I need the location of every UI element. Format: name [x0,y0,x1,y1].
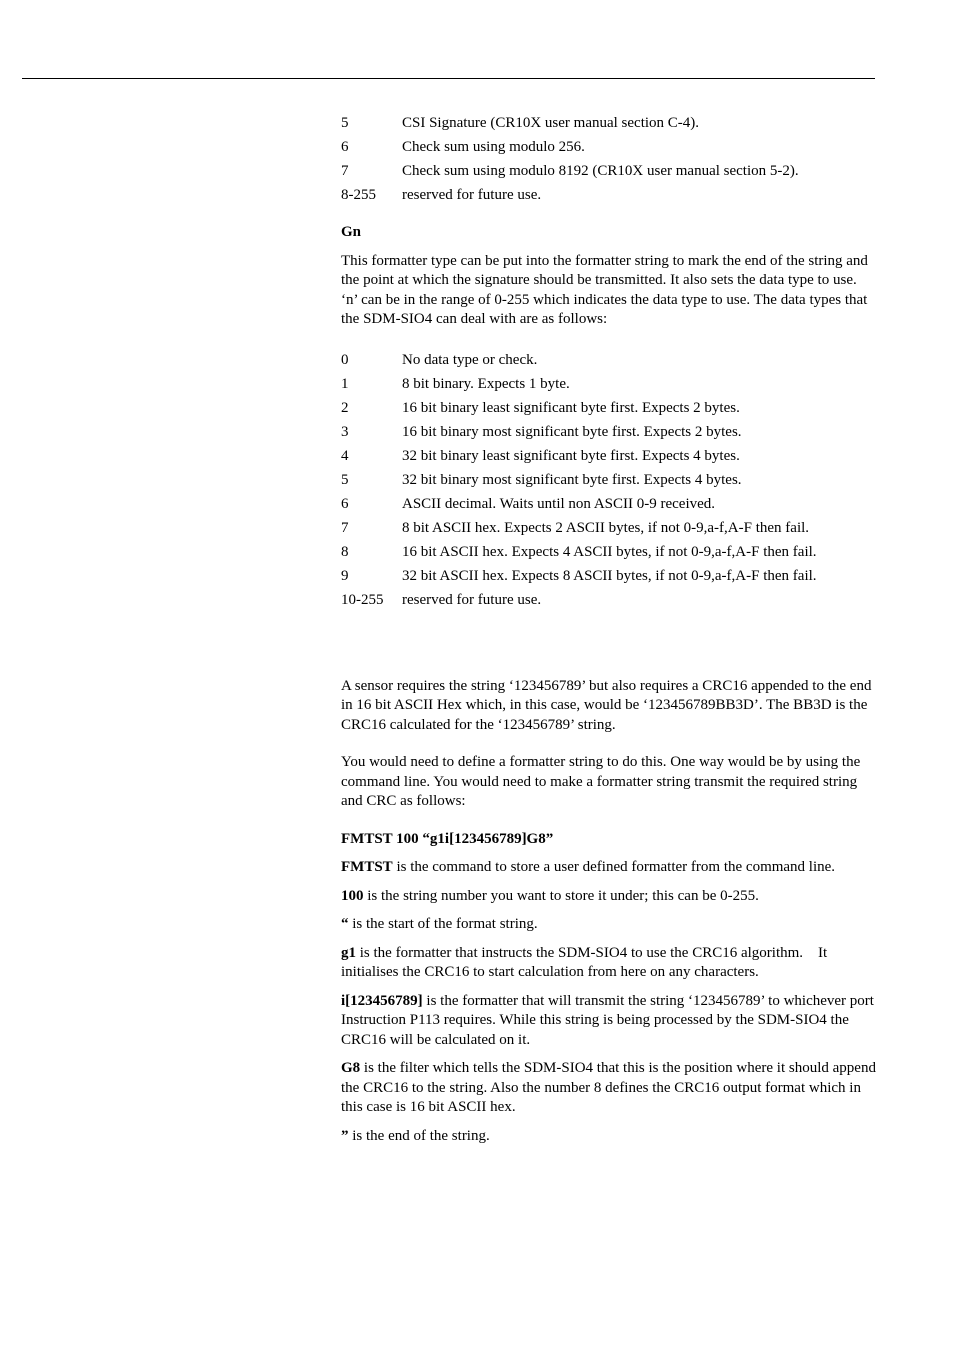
definition: is the end of the string. [348,1127,490,1144]
signature-type-list [341,114,876,210]
definition: is the formatter that instructs the SDM-SIO4 to use the CRC16 algorithm. It initialises the CRC16 to start calculation from here on any characters. [341,944,831,980]
item-code: 8-255 [341,187,376,203]
term: G8 [341,1060,361,1076]
list-item [341,138,876,162]
explanation-close-quote [341,1127,876,1147]
item-desc: 8 bit ASCII hex. Expects 2 ASCII bytes, if not 0-9,a-f,A-F then fail. [402,519,810,536]
list-item [341,471,876,495]
item-desc: Check sum using modulo 256. [402,139,585,155]
item-desc: reserved for future use. [402,187,542,203]
item-code: 9 [341,567,349,584]
item-code: 6 [341,139,349,155]
section-heading-gn: Gn [341,224,362,240]
item-code: 4 [341,447,349,464]
term: g1 [341,944,356,961]
item-code: 5 [341,471,349,488]
item-desc: CSI Signature (CR10X user manual section C-4). [402,115,700,131]
item-code: 2 [341,399,349,416]
item-code: 10-255 [341,591,384,608]
term: “ [341,916,349,932]
list-item [341,186,876,210]
example-command: FMTST 100 “g1i[123456789]G8” [341,830,554,847]
list-item [341,162,876,186]
page-content [341,114,876,1146]
list-item [341,543,876,567]
item-code: 0 [341,351,349,368]
term: FMTST [341,859,393,875]
list-item [341,399,876,423]
item-desc: 16 bit binary most significant byte first. Expects 2 bytes. [402,423,742,440]
explanation-g1 [341,944,876,983]
list-item [341,114,876,138]
item-desc: 16 bit binary least significant byte first. Expects 2 bytes. [402,399,740,416]
definition: is the formatter that will transmit the string ‘123456789’ to whichever port Instruction P113 requires. While this string is being processed by the SDM-SIO4 the CRC16 will be calculated on it. [341,992,874,1048]
term: i[123456789] [341,992,423,1009]
definition: is the string number you want to store it under; this can be 0-255. [363,887,759,904]
definition: is the filter which tells the SDM-SIO4 that this is the position where it should append the CRC16 to the string. Also the number 8 defines the CRC16 output format which in this case is 16 bit ASCII hex. [341,1060,876,1115]
item-desc: 8 bit binary. Expects 1 byte. [402,375,570,392]
term: ” [341,1127,349,1144]
item-desc: ASCII decimal. Waits until non ASCII 0-9 received. [402,495,716,512]
item-code: 3 [341,423,349,440]
list-item [341,447,876,471]
explanation-fmtst [341,858,876,878]
item-code: 7 [341,163,349,179]
definition: is the start of the format string. [348,916,538,932]
item-code: 7 [341,519,349,536]
item-desc: No data type or check. [402,351,538,368]
item-desc: Check sum using modulo 8192 (CR10X user manual section 5-2). [402,163,799,179]
item-desc: 32 bit ASCII hex. Expects 8 ASCII bytes, if not 0-9,a-f,A-F then fail. [402,567,817,584]
list-item [341,375,876,399]
explanation-g8 [341,1059,876,1118]
item-desc: 16 bit ASCII hex. Expects 4 ASCII bytes, if not 0-9,a-f,A-F then fail. [402,543,817,560]
list-item [341,567,876,591]
data-type-list [341,351,876,615]
term: 100 [341,887,364,904]
explanation-i-string [341,992,876,1051]
item-desc: 32 bit binary least significant byte first. Expects 4 bytes. [402,447,740,464]
explanation-open-quote [341,915,876,935]
list-item [341,423,876,447]
example-paragraph-1: A sensor requires the string ‘123456789’ but also requires a CRC16 appended to the end in 16 bit ASCII Hex which, in this case, would be ‘123456789BB3D’. The BB3D is the CRC16 calculated for the ‘123456789’ string. [341,677,872,733]
list-item [341,519,876,543]
item-code: 6 [341,495,349,512]
list-item [341,495,876,519]
explanation-100 [341,887,876,907]
item-code: 5 [341,115,349,131]
item-desc: reserved for future use. [402,591,542,608]
example-paragraph-2: You would need to define a formatter string to do this. One way would be by using the command line. You would need to make a formatter string transmit the required string and CRC as follows: [341,754,861,809]
item-code: 1 [341,375,349,392]
gn-intro-paragraph: This formatter type can be put into the formatter string to mark the end of the string and the point at which the signature should be transmitted. It also sets the data type to use. ‘n’ can be in the range of 0-255 which indicates the data type to use. The data types that the SDM-SIO4 can deal with are as follows: [341,252,868,327]
header-rule [22,78,875,79]
definition: is the command to store a user defined formatter from the command line. [392,859,836,875]
list-item [341,591,876,615]
list-item [341,351,876,375]
item-code: 8 [341,543,349,560]
item-desc: 32 bit binary most significant byte first. Expects 4 bytes. [402,471,742,488]
